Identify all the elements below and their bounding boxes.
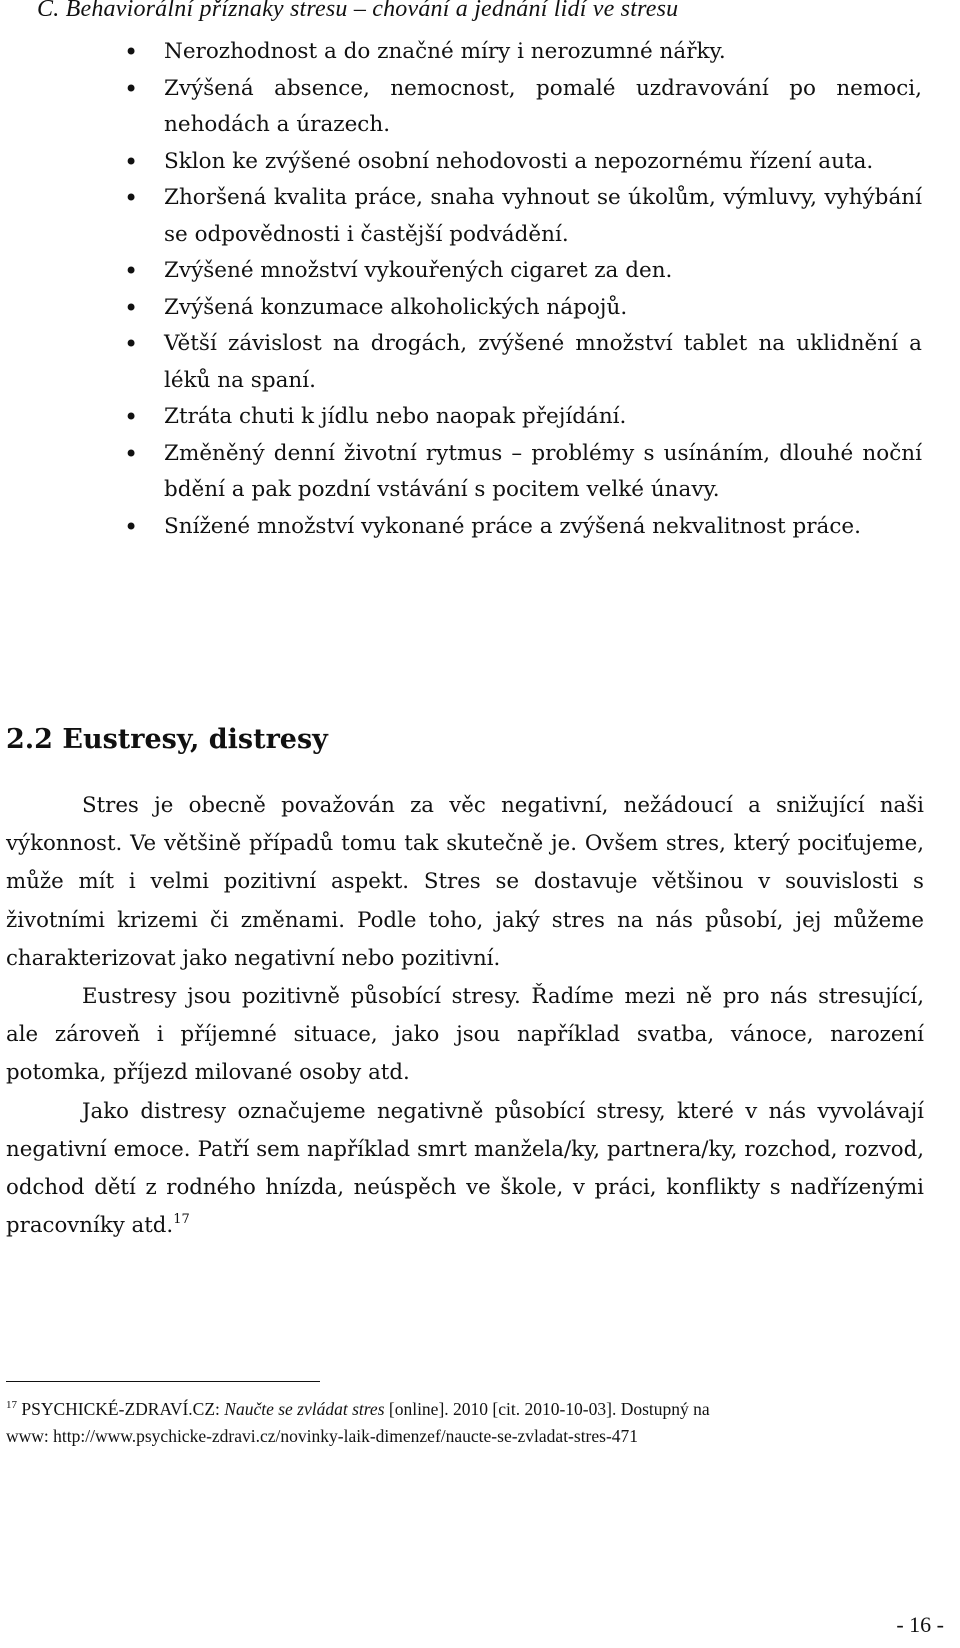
body-text	[6, 787, 924, 1245]
paragraph	[6, 1093, 924, 1246]
paragraph-text: Jako distresy označujeme negativně působící stresy, které v nás vyvolávají negativní emoce. Patří sem například smrt manžela/ky, partnera/ky, rozchod, rozvod, odchod dětí z rodného hnízda, neúspěch ve škole, v práci, konflikty s nadřízenými pracovníky atd.	[6, 1098, 924, 1239]
list-item: • Nerozhodnost a do značné míry i nerozumné nářky.	[0, 34, 960, 71]
list-item: • Ztráta chuti k jídlu nebo naopak přejídání.	[0, 399, 960, 436]
section-heading: 2.2 Eustresy, distresy	[6, 724, 328, 755]
section-c-title: C. Behaviorální příznaky stresu – chování a jednání lidí ve stresu	[37, 0, 679, 22]
list-item: • Větší závislost na drogách, zvýšené množství tablet na uklidnění a léků na spaní.	[0, 326, 960, 399]
list-item: • Snížené množství vykonané práce a zvýšená nekvalitnost práce.	[0, 509, 960, 546]
footnote-divider	[6, 1381, 320, 1382]
footnote-title: Naučte se zvládat stres	[224, 1399, 385, 1419]
list-item: • Zvýšená absence, nemocnost, pomalé uzdravování po nemoci, nehodách a úrazech.	[0, 71, 960, 144]
list-item: • Změněný denní životní rytmus – problémy s usínáním, dlouhé noční bdění a pak pozdní vstávání s pocitem velké únavy.	[0, 436, 960, 509]
paragraph: Stres je obecně považován za věc negativní, nežádoucí a snižující naši výkonnost. Ve většině případů tomu tak skutečně je. Ovšem stres, který pociťujeme, může mít i velmi pozitivní aspekt. Stres se dostavuje většinou v souvislosti s životními krizemi či změnami. Podle toho, jaký stres na nás působí, jej můžeme charakterizovat jako negativní nebo pozitivní.	[6, 793, 924, 971]
footnote-number: 17	[6, 1399, 17, 1411]
list-item: • Zvýšené množství vykouřených cigaret za den.	[0, 253, 960, 290]
footnote-citation: [online]. 2010 [cit. 2010-10-03]. Dostupný na	[384, 1399, 710, 1419]
list-item: • Zvýšená konzumace alkoholických nápojů.	[0, 290, 960, 327]
list-item: • Zhoršená kvalita práce, snaha vyhnout se úkolům, výmluvy, vyhýbání se odpovědnosti i častější podvádění.	[0, 180, 960, 253]
behavioral-symptoms-list	[0, 34, 960, 545]
footnote-source: PSYCHICKÉ-ZDRAVÍ.CZ:	[21, 1399, 225, 1419]
list-item: • Sklon ke zvýšené osobní nehodovosti a nepozornému řízení auta.	[0, 144, 960, 181]
footnote-reference[interactable]: 17	[173, 1212, 190, 1228]
page-number: - 16 -	[896, 1612, 944, 1637]
footnote-line-1	[6, 1396, 936, 1423]
paragraph: Eustresy jsou pozitivně působící stresy. Řadíme mezi ně pro nás stresující, ale zároveň i příjemné situace, jako jsou například svatba, vánoce, narození potomka, příjezd milované osoby atd.	[6, 984, 924, 1086]
footnote	[6, 1396, 936, 1450]
footnote-url[interactable]: www: http://www.psychicke-zdravi.cz/novinky-laik-dimenzef/naucte-se-zvladat-stres-471	[6, 1426, 639, 1446]
